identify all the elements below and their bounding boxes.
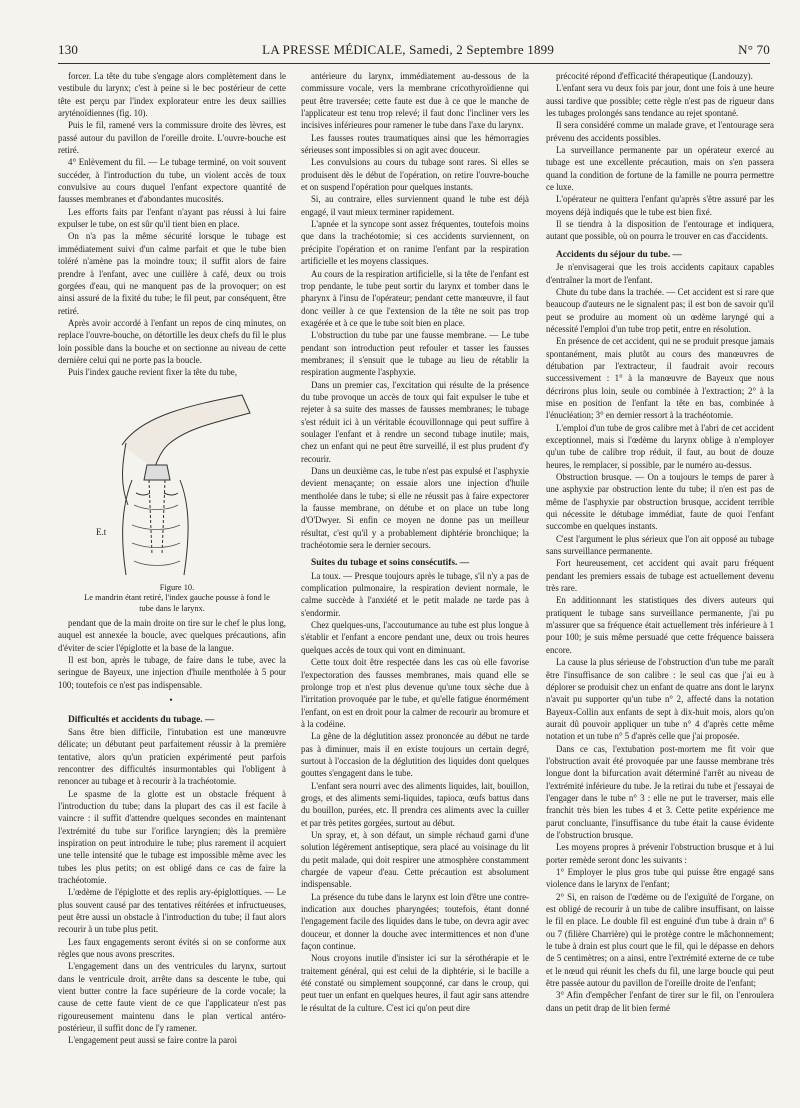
paragraph: Un spray, et, à son défaut, un simple réchaud garni d'une solution légèrement antiseptique, sera placé au voisinage du lit du petit malade, qui doit respirer une atmosphère constamment chargée de vapeur d'eau. Cette précaution est absolument indispensable. [301,829,529,890]
paragraph: antérieure du larynx, immédiatement au-dessous de la commissure vocale, vers la membrane cricothyroïdienne qui peut être traversée; cette faute est due à ce que le manche de l'applicateur est tenu trop relevé; il faut donc l'incliner vers les incisives inférieures pour ramener le tube dans l'axe du larynx. [301,71,529,131]
paragraph: Il est bon, après le tubage, de faire dans le tube, avec la seringue de Bayeux, une injection d'huile mentholée à 5 pour 100; toutefois ce n'est pas indispensable. [58,655,286,690]
paragraph: 3° Afin d'empêcher l'enfant de tirer sur le fil, on l'enroulera dans un petit drap de lit bien fermé [546,990,774,1013]
paragraph: L'apnée et la syncope sont assez fréquentes, toutefois moins que dans la trachéotomie; si ces accidents surviennent, on précipite l'opération et on ranime l'enfant par la respiration artificielle et les moyens classiques. [301,219,529,267]
paragraph: La gêne de la déglutition assez prononcée au début ne tarde pas à diminuer, mais il en existe toujours un certain degré, surtout à l'occasion de la déglutition des liquides dont quelques gouttes s'engagent dans le tube. [301,731,529,779]
larynx-illustration [92,385,252,583]
paragraph: L'obstruction du tube par une fausse membrane. — Le tube pendant son introduction peut refouler et tasser les fausses membranes; il s'ensuit que le tubage au lieu de rétablir la respiration augmente l'asphyxie. [301,330,529,378]
paragraph: Il se tiendra à la disposition de l'entourage et indiquera, autant que possible, où on pourra le trouver en cas d'accidents. [546,219,774,242]
paragraph: L'engagement peut aussi se faire contre la paroi [68,1035,237,1046]
paragraph: En additionnant les statistiques des divers auteurs qui pratiquent le tubage sans surveillance permanente, j'ai pu m'assurer que sa fréquence était actuellement très inférieure à 1 pour 100; je suis même persuadé que cette fréquence baissera encore. [546,595,774,655]
paragraph: Obstruction brusque. — On a toujours le temps de parer à une asphyxie par obstruction lente du tube; il n'en est pas de même de l'asphyxie par obstruction brusque, accident terrible qui nécessite le détubage immédiat, faute de quoi l'enfant succombe en quelques instants. [546,472,774,532]
paragraph: Au cours de la respiration artificielle, si la tête de l'enfant est trop pendante, le tube peut sortir du larynx et tomber dans le pharynx à l'insu de l'opérateur; pendant cette manœuvre, il faut donc veiller à ce que l'extension de la tête ne soit pas trop exagérée et à ce que le tube soit bien en place. [301,268,529,328]
paragraph: Chute du tube dans la trachée. — Cet accident est si rare que beaucoup d'auteurs ne le signalent pas; il est bon de savoir qu'il peut se produire au moment où un œdème laryngé qui a nécessité l'emploi d'un tube trop petit, entre en résolution. [546,286,774,334]
paragraph: Les efforts faits par l'enfant n'ayant pas réussi à lui faire expulser le tube, on est sûr qu'il tient bien en place. [58,206,286,230]
paragraph: Après avoir accordé à l'enfant un repos de cinq minutes, on replace l'ouvre-bouche, on détortille les deux chefs du fil le plus loin possible dans la bouche et on sectionne au niveau de cette dernière celui qui ne porte pas la boucle. [58,317,286,365]
paragraph: La surveillance permanente par un opérateur exercé au tubage est une excellente précaution, mais on s'en passera quand la condition de fortune de la famille ne pourra permettre ce luxe. [546,145,774,193]
paragraph: Nous croyons inutile d'insister ici sur la sérothérapie et le traitement général, qui est celui de la diphtérie, si le bacille a été constaté ou simplement soupçonné, car dans le croup, qui peut tuer un enfant en quelques heures, il faut agir sans attendre le résultat de la culture. C'est ici qu'on peut dire [301,953,529,1013]
paragraph: Je n'envisagerai que les trois accidents capitaux capables d'entraîner la mort de l'enfant. [546,262,774,285]
paragraph: En présence de cet accident, qui ne se produit presque jamais spontanément, mais plutôt au cours des manœuvres de détubation par l'extracteur, il faudrait avoir recours successivement : 1° à la manœuvre de Bayeux que nous décrirons plus loin, seule ou combinée à l'extraction; 2° à la mise en position de l'enfant la tête en bas, combinée à l'énucléation; 3° en dernier ressort à la trachéotomie. [546,336,774,421]
figure-label: E.t [96,526,107,537]
paragraph: Les faux engagements seront évités si on se conforme aux règles que nous avons prescrites. [58,936,286,960]
paragraph: Les moyens propres à prévenir l'obstruction brusque et à lui porter remède seront donc les suivants : [546,842,774,865]
paragraph: 2° Si, en raison de l'œdème ou de l'exiguïté de l'organe, on est obligé de recourir à un tube de calibre insuffisant, on laisse le fil en place. Le double fil est enguiné d'un tube à drain n° 6 ou 7 (filière Charrière) qui le protège contre le mâchonnement; le tube à drain est plus court que le fil, qui le dépasse en dehors de 5 centimètres; on a ainsi, entre l'extrémité externe de ce tube et le nœud qui réunit les chefs du fil, une large boucle qui peut être passée autour du pavillon de l'oreille droite de l'enfant; [546,891,774,989]
paragraph: Il sera considéré comme un malade grave, et l'entourage sera prévenu des accidents possibles. [546,120,774,143]
paragraph: Dans un premier cas, l'excitation qui résulte de la présence du tube provoque un accès de toux qui fait expulser le tube et rejeter à sa suite des masses de fausses membranes; le tubage s'est réduit ici à un véritable écouvillonnage qui peut suffire à soulager l'enfant et à rendre un second tubage inutile; mais, chez un enfant qui ne peut être surveillé, il est plus prudent d'y recourir. [301,379,529,464]
paragraph: Dans un deuxième cas, le tube n'est pas expulsé et l'asphyxie devient menaçante; on essaie alors une injection d'huile mentholée dans le tube; si elle ne réussit pas à faire expectorer la fausse membrane, on détube et on place un tube long d'O'Dwyer. Si enfin ce moyen ne donne pas un meilleur résultat, c'est qu'il y a probablement diphtérie bronchique; la trachéotomie sera le dernier secours. [301,466,529,551]
paragraph: 1° Employer le plus gros tube qui puisse être engagé sans violence dans le larynx de l'enfant; [546,867,774,890]
paragraph: L'emploi d'un tube de gros calibre met à l'abri de cet accident exceptionnel, mais si l'œdème du larynx oblige à n'employer qu'un tube de calibre trop réduit, il faut, au bout de douze heures, le remplacer, si possible, par le numéro au-dessus. [546,422,774,470]
paragraph: précocité répond d'efficacité thérapeutique (Landouzy). [556,71,753,81]
paragraph: Chez quelques-uns, l'accoutumance au tube est plus longue à s'établir et l'enfant a encore pendant une, deux ou trois heures quelques accès de toux qui vont en diminuant. [301,620,529,655]
paragraph: 4° Enlèvement du fil. — Le tubage terminé, on voit souvent succéder, à l'introduction du tube, un violent accès de toux convulsive au cours duquel l'enfant expectore quantité de fausses membranes et d'abondantes mucosités. [58,157,286,205]
paragraph: Si, au contraire, elles surviennent quand le tube est déjà engagé, il vaut mieux terminer rapidement. [301,194,529,217]
paragraph: Cette toux doit être respectée dans les cas où elle favorise l'expectoration des fausses membranes, mais quand elle se prolonge trop et n'est plus devenue qu'une toux sèche due à l'irritation provoquée par le tube, et qu'elle fatigue énormément l'enfant, on est en droit pour la calmer de recourir au bromure et à la codéine. [301,657,529,729]
column-3 [546,70,774,1094]
paragraph: C'est l'argument le plus sérieux que l'on ait opposé au tubage sans surveillance permanente. [546,533,774,557]
column-2 [301,70,529,1094]
paragraph: Dans ce cas, l'extubation post-mortem me fit voir que l'obstruction avait été provoquée par une fausse membrane très longue dont la bifurcation avait déterminé l'arrêt au niveau de l'extrémité inférieure du tube. Je la retirai du tube et j'essayai de l'engager dans le tube n° 3 : elle ne put le traverser, mais elle franchit très bien les tubes 4 et 3. Cette petite expérience me parut concluante, l'insuffisance du tube était la cause évidente de l'obstruction brusque. [546,743,774,840]
paragraph: L'engagement dans un des ventricules du larynx, surtout dans le ventricule droit, arrête dans sa descente le tube, qui vient butter contre la face supérieure de la corde vocale; la cause de cette faute vient de ce que l'applicateur n'est pas rigoureusement maintenu dans le plan vertical antéro-postérieur, il suffit donc de l'y ramener. [58,961,286,1034]
column-1 [58,70,286,1094]
section-heading: Accidents du séjour du tube. — [556,249,682,260]
paragraph: Le spasme de la glotte est un obstacle fréquent à l'introduction du tube; dans la plupart des cas il est facile à vaincre : il suffit d'attendre quelques secondes en maintenant l'extrémité du tube sur l'orifice laryngien; dès la première inspiration on peut introduire le tube; plus rarement il acquiert une telle intensité que le tubage est impossible même avec les tubes les plus petits; on est obligé dans ce cas de faire la trachéotomie. [58,788,286,885]
header-rule [58,63,770,64]
figure-10 [58,385,286,615]
section-heading: Suites du tubage et soins consécutifs. — [311,558,470,569]
paragraph: Fort heureusement, cet accident qui avait paru fréquent pendant les premiers essais de tubage est actuellement devenu très rare. [546,558,774,594]
paragraph: L'enfant sera nourri avec des aliments liquides, lait, bouillon, grogs, et des aliments semi-liquides, tapioca, œufs battus dans du bouillon, purées, etc. Il prendra ces aliments avec la cuiller et par très petites gorgées, surtout au début. [301,780,529,828]
paragraph: La présence du tube dans le larynx est loin d'être une contre-indication aux douches pharyngées; toutefois, étant donné l'engagement facile des liquides dans le tube, on devra agir avec douceur, et donner la douche avec intermittences et non d'une façon continue. [301,891,529,952]
paragraph: La toux. — Presque toujours après le tubage, s'il n'y a pas de complication pulmonaire, la respiration devient normale, le calme succède à l'anxiété et le petit malade ne tarde pas à s'endormir. [301,570,529,618]
paragraph: Les fausses routes traumatiques ainsi que les hémorragies sérieuses sont impossibles si on agit avec douceur. [301,132,529,156]
issue-number: N° 70 [738,42,770,57]
paragraph: L'enfant sera vu deux fois par jour, dont une fois à une heure aussi tardive que possible; cette règle n'est pas de rigueur dans les tubages prolongés sans tendance au rejet spontané. [546,83,774,119]
paragraph: L'œdème de l'épiglotte et des replis ary-épiglottiques. — Le plus souvent causé par des tentatives réitérées et infructueuses, peut être aussi un obstacle à l'introduction du tube; il faut alors recourir à un tube plus petit. [58,887,286,935]
section-mark: • [169,696,175,707]
paragraph: La cause la plus sérieuse de l'obstruction d'un tube me paraît être l'insuffisance de son calibre : le seul cas que j'ai eu à déplorer se produisit chez un enfant de quatre ans dont le larynx n'avait pu supporter qu'un tube n° 2, affecté dans la notation Bayeux-Collin aux enfants de sept à dix-huit mois, alors qu'on aurait dû pouvoir appliquer un tube n° 4 d'après cette même notation et un tube n° 5 d'après celle que j'ai proposée. [546,657,774,742]
section-heading: Difficultés et accidents du tubage. — [68,714,215,725]
paragraph: L'opérateur ne quittera l'enfant qu'après s'être assuré par les moyens déjà indiqués que le tube est bien fixé. [546,194,774,217]
paragraph: pendant que de la main droite on tire sur le chef le plus long, auquel est annexée la boucle, avec quelques précautions, afin d'éviter de scier l'épiglotte et la base de la langue. [58,618,286,653]
page-number: 130 [58,42,79,57]
page-header [58,42,770,62]
figure-caption: Le mandrin étant retiré, l'index gauche pousse à fond le tube dans le larynx. [84,593,270,613]
paragraph: On n'a pas la même sécurité lorsque le tubage est immédiatement suivi d'un calme parfait et que le tube bien toléré n'amène pas la moindre toux; il suffit alors de faire prendre à l'enfant, avec une cuillère à café, deux ou trois gorgées d'eau, qui ne manquent pas de la provoquer; on est ainsi assuré de la fixité du tube; le fil peut, par conséquent, être retiré. [58,231,286,316]
paragraph: Puis le fil, ramené vers la commissure droite des lèvres, est passé autour du pavillon de l'oreille droite. L'ouvre-bouche est retiré. [58,120,286,156]
paragraph: Les convulsions au cours du tubage sont rares. Si elles se produisent dès le début de l'opération, on retire l'ouvre-bouche et on suspend l'opération pour quelques instants. [301,157,529,193]
paragraph: Sans être bien difficile, l'intubation est une manœuvre délicate; un débutant peut parfaitement réussir à la première tentative, alors qu'un praticien expérimenté peut parfois rencontrer des difficultés insurmontables qui l'obligent à renoncer au tubage et à recourir à la trachéotomie. [58,726,286,787]
paragraph: forcer. La tête du tube s'engage alors complètement dans le vestibule du larynx; c'est à peine si le bec postérieur de cette tête est perçu par l'index explorateur entre les deux saillies aryténoïdiennes (fig. 10). [58,71,286,119]
journal-title: LA PRESSE MÉDICALE, Samedi, 2 Septembre 1899 [262,42,555,57]
figure-number: Figure 10. [159,582,195,592]
paragraph: Puis l'index gauche revient fixer la tête du tube, [68,367,237,378]
